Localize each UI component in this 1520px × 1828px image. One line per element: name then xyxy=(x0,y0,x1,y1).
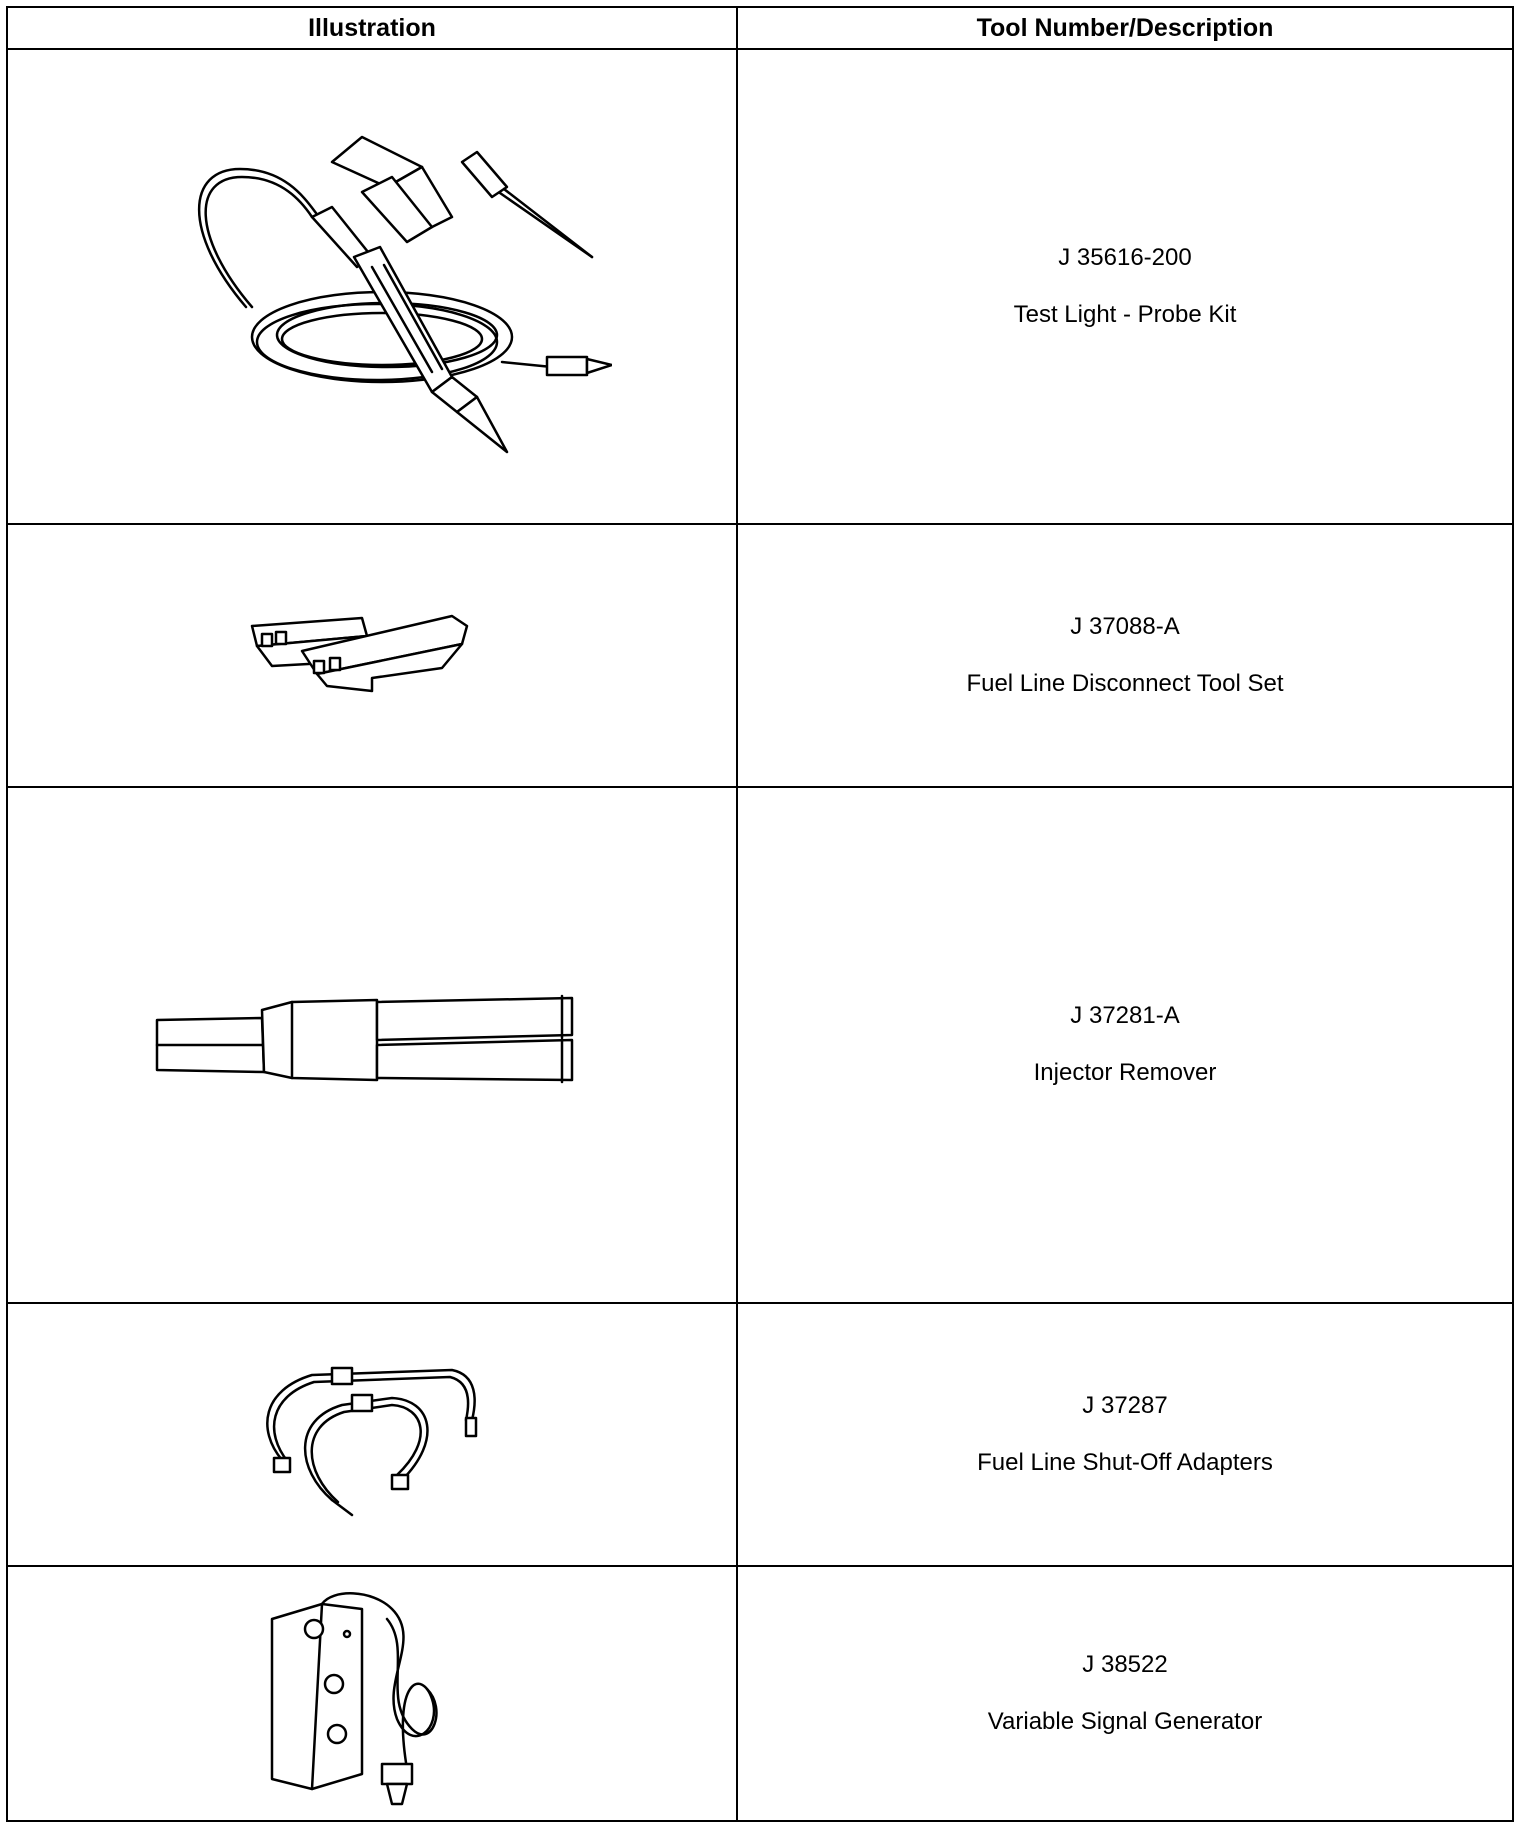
table-row xyxy=(7,1566,1513,1821)
table-row xyxy=(7,49,1513,524)
tool-description: Fuel Line Disconnect Tool Set xyxy=(966,669,1284,697)
illustration-cell xyxy=(7,1303,737,1566)
description-cell xyxy=(737,1566,1513,1821)
header-illustration: Illustration xyxy=(7,7,737,49)
illustration-cell xyxy=(7,524,737,787)
table-row xyxy=(7,787,1513,1303)
tool-description: Variable Signal Generator xyxy=(987,1707,1263,1735)
table-header-row xyxy=(7,7,1513,49)
illustration-cell xyxy=(7,49,737,524)
header-tool-number-description: Tool Number/Description xyxy=(737,7,1513,49)
injector-remover-illustration xyxy=(152,990,592,1100)
description-cell xyxy=(737,524,1513,787)
illustration-cell xyxy=(7,1566,737,1821)
illustration-cell xyxy=(7,787,737,1303)
tool-number: J 37088-A xyxy=(1070,612,1180,640)
fuel-line-shut-off-adapters-illustration xyxy=(252,1350,492,1520)
table-row xyxy=(7,1303,1513,1566)
tool-description: Fuel Line Shut-Off Adapters xyxy=(977,1448,1273,1476)
test-light-probe-kit-illustration xyxy=(132,107,612,467)
tool-number: J 35616-200 xyxy=(1058,243,1192,271)
description-cell xyxy=(737,49,1513,524)
table-row xyxy=(7,524,1513,787)
description-cell xyxy=(737,787,1513,1303)
tool-number: J 37287 xyxy=(1082,1391,1168,1419)
tool-number: J 37281-A xyxy=(1070,1002,1180,1030)
tool-number: J 38522 xyxy=(1082,1650,1168,1678)
tool-description: Test Light - Probe Kit xyxy=(1013,300,1237,328)
tool-description: Injector Remover xyxy=(1033,1059,1217,1086)
tools-table xyxy=(6,6,1514,1822)
description-cell xyxy=(737,1303,1513,1566)
variable-signal-generator-illustration xyxy=(262,1579,482,1809)
fuel-line-disconnect-tool-illustration xyxy=(242,606,502,706)
